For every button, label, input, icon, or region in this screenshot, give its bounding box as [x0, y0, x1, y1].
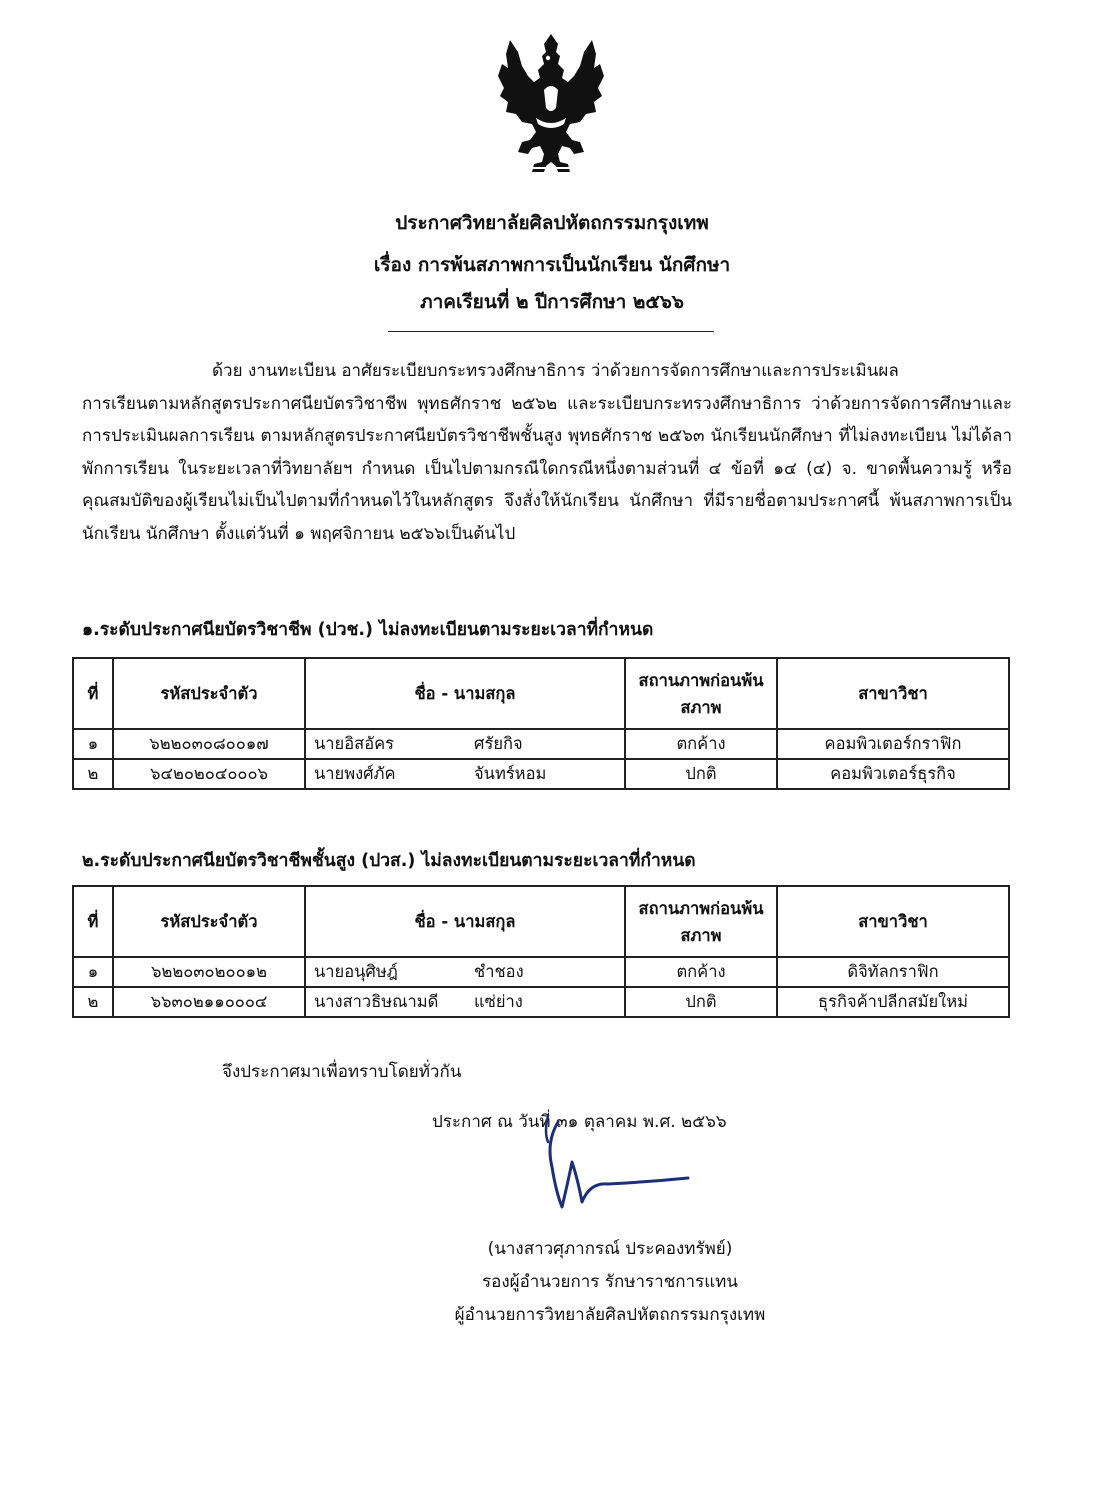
table-header-row: [73, 886, 1009, 957]
student-name: [305, 957, 625, 987]
first-name: นายอิสอัคร: [314, 734, 395, 753]
last-name: ชำชอง: [474, 962, 524, 981]
signer-name: (นางสาวศุภากรณ์ ประคองทรัพย์): [487, 1239, 733, 1259]
col-no-header: ที่: [73, 658, 113, 729]
body-first-line: ด้วย งานทะเบียน อาศัยระเบียบกระทรวงศึกษาธิการ ว่าด้วยการจัดการศึกษาและการประเมินผล: [212, 361, 899, 381]
col-status-header: สถานภาพก่อนพ้นสภาพ: [625, 658, 777, 729]
announcement-body: [82, 355, 1012, 550]
student-status: ตกค้าง: [625, 957, 777, 987]
col-id-header: รหัสประจำตัว: [113, 886, 305, 957]
first-name: นายพงศ์ภัค: [314, 764, 396, 783]
student-name: [305, 987, 625, 1017]
student-name: [305, 729, 625, 759]
first-name: นางสาวธิษณามดี: [314, 992, 439, 1011]
last-name: แซ่ย่าง: [474, 992, 523, 1011]
section1-title: ๑.ระดับประกาศนียบัตรวิชาชีพ (ปวช.) ไม่ลงทะเบียนตามระยะเวลาที่กำหนด: [82, 620, 654, 640]
section2-table: [72, 885, 1010, 1018]
col-status-header: สถานภาพก่อนพ้นสภาพ: [625, 886, 777, 957]
row-no: ๒: [73, 759, 113, 789]
student-dept: ธุรกิจค้าปลีกสมัยใหม่: [777, 987, 1009, 1017]
garuda-emblem-icon: [488, 30, 614, 180]
student-id: ๖๔๒๐๒๐๔๐๐๐๖: [113, 759, 305, 789]
body-rest: การเรียนตามหลักสูตรประกาศนียบัตรวิชาชีพ พุทธศักราช ๒๕๖๒ และระเบียบกระทรวงศึกษาธิการ ว่าด้วยการจัดการศึกษาและการประเมินผลการเรียน ตามหลักสูตรประกาศนียบัตรวิชาชีพชั้นสูง พุทธศักราช ๒๕๖๓ นักเรียนนักศึกษา ที่ไม่ลงทะเบียน ไม่ได้ลาพักการเรียน ในระยะเวลาที่วิทยาลัยฯ กำหนด เป็นไปตามกรณีใดกรณีหนึ่งตามส่วนที่ ๔ ข้อที่ ๑๔ (๔) จ. ขาดพื้นความรู้ หรือคุณสมบัติของผู้เรียนไม่เป็นไปตามที่กำหนดไว้ในหลักสูตร จึงสั่งให้นักเรียน นักศึกษา ที่มีรายชื่อตามประกาศนี้ พ้นสภาพการเป็นนักเรียน นักศึกษา ตั้งแต่วันที่ ๑ พฤศจิกายน ๒๕๖๖เป็นต้นไป: [82, 393, 1012, 544]
last-name: จันทร์หอม: [474, 764, 547, 783]
announcement-date: ประกาศ ณ วันที่ ๓๑ ตุลาคม พ.ศ. ๒๕๖๖: [432, 1112, 727, 1132]
section1-table: [72, 657, 1010, 790]
student-dept: ดิจิทัลกราฟิก: [777, 957, 1009, 987]
col-id-header: รหัสประจำตัว: [113, 658, 305, 729]
table-header-row: [73, 658, 1009, 729]
student-status: ตกค้าง: [625, 729, 777, 759]
first-name: นายอนุศิษฎ์: [314, 962, 398, 981]
section2-title: ๒.ระดับประกาศนียบัตรวิชาชีพชั้นสูง (ปวส.) ไม่ลงทะเบียนตามระยะเวลาที่กำหนด: [82, 851, 696, 871]
col-dept-header: สาขาวิชา: [777, 886, 1009, 957]
table-row: [73, 759, 1009, 789]
announcement-subject: เรื่อง การพ้นสภาพการเป็นนักเรียน นักศึกษา: [373, 254, 731, 276]
row-no: ๑: [73, 729, 113, 759]
announcement-term: ภาคเรียนที่ ๒ ปีการศึกษา ๒๕๖๖: [420, 291, 684, 313]
table-row: [73, 957, 1009, 987]
last-name: ศรัยกิจ: [474, 734, 523, 753]
col-name-header: ชื่อ - นามสกุล: [305, 886, 625, 957]
signature-icon: [538, 1112, 708, 1222]
col-name-header: ชื่อ - นามสกุล: [305, 658, 625, 729]
student-id: ๖๖๓๐๒๑๑๐๐๐๔: [113, 987, 305, 1017]
student-dept: คอมพิวเตอร์กราฟิก: [777, 729, 1009, 759]
student-status: ปกติ: [625, 987, 777, 1017]
announcement-title: ประกาศวิทยาลัยศิลปหัตถกรรมกรุงเทพ: [395, 212, 709, 234]
student-id: ๖๒๒๐๓๐๘๐๐๑๗: [113, 729, 305, 759]
title-divider: [388, 331, 714, 332]
col-dept-header: สาขาวิชา: [777, 658, 1009, 729]
student-id: ๖๒๒๐๓๐๒๐๐๑๒: [113, 957, 305, 987]
table-row: [73, 987, 1009, 1017]
signer-title: ผู้อำนวยการวิทยาลัยศิลปหัตถกรรมกรุงเทพ: [454, 1305, 766, 1325]
closing-statement: จึงประกาศมาเพื่อทราบโดยทั่วกัน: [222, 1062, 462, 1082]
student-dept: คอมพิวเตอร์ธุรกิจ: [777, 759, 1009, 789]
signer-position: รองผู้อำนวยการ รักษาราชการแทน: [481, 1272, 738, 1292]
student-name: [305, 759, 625, 789]
col-no-header: ที่: [73, 886, 113, 957]
row-no: ๑: [73, 957, 113, 987]
student-status: ปกติ: [625, 759, 777, 789]
row-no: ๒: [73, 987, 113, 1017]
table-row: [73, 729, 1009, 759]
